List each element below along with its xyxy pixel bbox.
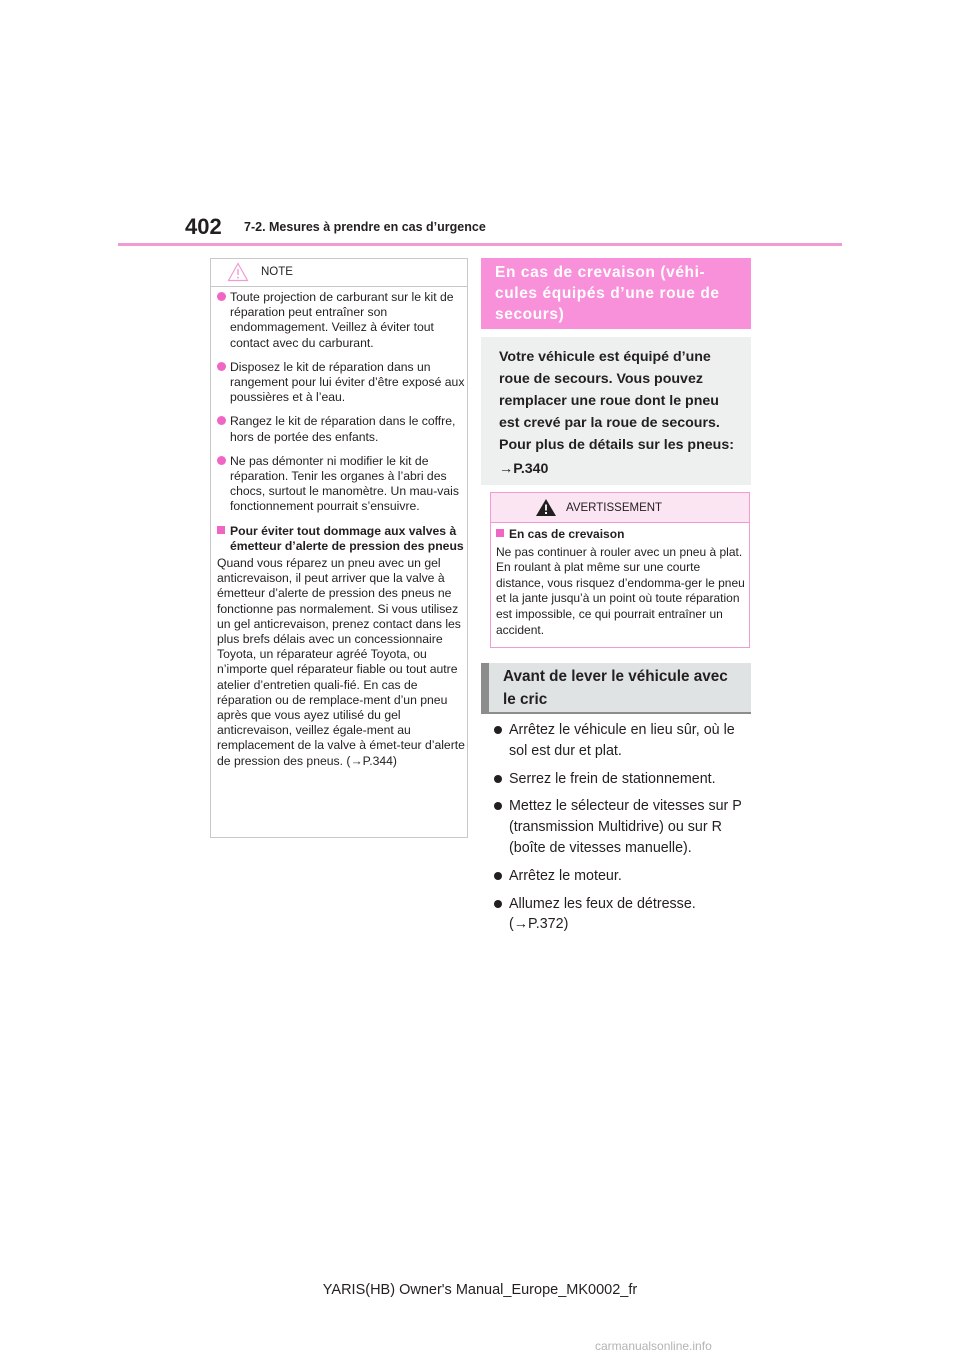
page-footer: YARIS(HB) Owner's Manual_Europe_MK0002_fr	[322, 1282, 638, 1298]
bullet-dot-icon	[217, 362, 226, 371]
note-bullet-text: Rangez le kit de réparation dans le coffre, hors de portée des enfants.	[230, 414, 456, 444]
square-bullet-icon	[496, 529, 504, 537]
step-text: Arrêtez le moteur.	[509, 867, 622, 884]
header-rule	[118, 243, 842, 246]
bullet-dot-icon	[494, 802, 502, 810]
note-paragraph: Quand vous réparez un pneu avec un gel anticrevaison, il peut arriver que la valve à émetteur d’alerte de pression des pneus ne fonctionne pas normalement. Si vous utilisez un gel anticrevaison, prenez contact dans les plus brefs délais avec un concessionnaire Toyota, un réparateur agréé Toyota, ou n’importe quel réparateur fiable ou tout autre atelier d’entretien quali-fié. En cas de réparation ou de remplace-ment d’un pneu après que vous ayez utilisé du gel anticrevaison, veillez égale-ment au remplacement de la valve à émet-teur d’alerte de pression des pneus. (→P.344)	[217, 556, 465, 768]
warning-text: Ne pas continuer à rouler avec un pneu à plat. En roulant à plat même sur une courte distance, vous risquez d’endomma-ger le pneu et la jante jusqu’à un point où toute réparation est impossible, ce qui pourrait entraîner un accident.	[496, 544, 745, 637]
intro-line: remplacer une roue dont le pneu	[499, 393, 719, 409]
bullet-dot-icon	[494, 775, 502, 783]
list-item	[493, 796, 753, 858]
jack-steps-list	[493, 720, 753, 942]
note-bullet	[217, 454, 465, 515]
square-bullet-icon	[217, 526, 225, 534]
step-text: Mettez le sélecteur de vitesses sur P (transmission Multidrive) ou sur R (boîte de vitesses manuelle).	[509, 798, 742, 856]
warning-body	[496, 527, 746, 638]
section-title: 7-2. Mesures à prendre en cas d’urgence	[244, 220, 486, 234]
intro-line: est crevé par la roue de secours.	[499, 415, 720, 431]
spare-wheel-heading	[481, 258, 751, 329]
warning-subheading	[496, 527, 746, 543]
list-item	[493, 769, 753, 790]
note-box	[210, 258, 468, 838]
warning-divider	[491, 522, 749, 523]
intro-line: roue de secours. Vous pouvez	[499, 371, 703, 387]
note-bullet-text: Disposez le kit de réparation dans un rangement pour lui éviter d’être exposé aux poussières et à l’eau.	[230, 359, 465, 405]
warning-box	[490, 492, 750, 648]
site-watermark: carmanualsonline.info	[595, 1339, 712, 1353]
jack-heading	[481, 663, 751, 714]
bullet-dot-icon	[217, 456, 226, 465]
list-item	[493, 894, 753, 936]
step-text: Allumez les feux de détresse. (→P.372)	[509, 895, 696, 933]
bullet-dot-icon	[494, 726, 502, 734]
note-bullet	[217, 360, 465, 406]
note-body	[217, 290, 465, 769]
note-bullet-text: Toute projection de carburant sur le kit de réparation peut entraîner son endommagement. Veillez à éviter tout contact avec du carburant.	[230, 290, 454, 350]
note-bullet	[217, 414, 465, 444]
step-text: Serrez le frein de stationnement.	[509, 770, 716, 787]
note-divider	[211, 286, 467, 287]
note-bullet-text: Ne pas démonter ni modifier le kit de réparation. Tenir les organes à l’abri des chocs, surtout le manomètre. Un mau-vais fonctionnement pourrait s’ensuivre.	[230, 453, 459, 514]
jack-heading-text: Avant de lever le véhicule avec le cric	[503, 668, 728, 708]
page-number: 402	[185, 214, 222, 239]
tire-details-reference[interactable]: →P.340	[499, 461, 549, 477]
intro-line: Pour plus de détails sur les pneus:	[499, 437, 734, 453]
step-text: Arrêtez le véhicule en lieu sûr, où le sol est dur et plat.	[509, 722, 735, 759]
bullet-dot-icon	[494, 900, 502, 908]
note-bullet	[217, 290, 465, 351]
warning-title: AVERTISSEMENT	[566, 502, 663, 514]
list-item	[493, 720, 753, 762]
note-header	[211, 259, 467, 285]
note-title: NOTE	[261, 266, 293, 278]
bullet-dot-icon	[494, 872, 502, 880]
note-subheading	[217, 524, 465, 554]
intro-line: Votre véhicule est équipé d’une	[499, 349, 711, 365]
warning-subheading-text: En cas de crevaison	[509, 527, 625, 541]
spare-wheel-heading-text: En cas de crevaison (véhi-cules équipés d’une roue de secours)	[495, 264, 720, 323]
warning-triangle-outline-icon	[227, 262, 249, 282]
bullet-dot-icon	[217, 416, 226, 425]
note-subheading-text: Pour éviter tout dommage aux valves à émetteur d’alerte de pression des pneus	[230, 523, 464, 553]
warning-header	[491, 493, 749, 522]
bullet-dot-icon	[217, 292, 226, 301]
spare-wheel-intro	[481, 337, 751, 485]
warning-triangle-filled-icon	[535, 498, 557, 517]
list-item	[493, 866, 753, 887]
